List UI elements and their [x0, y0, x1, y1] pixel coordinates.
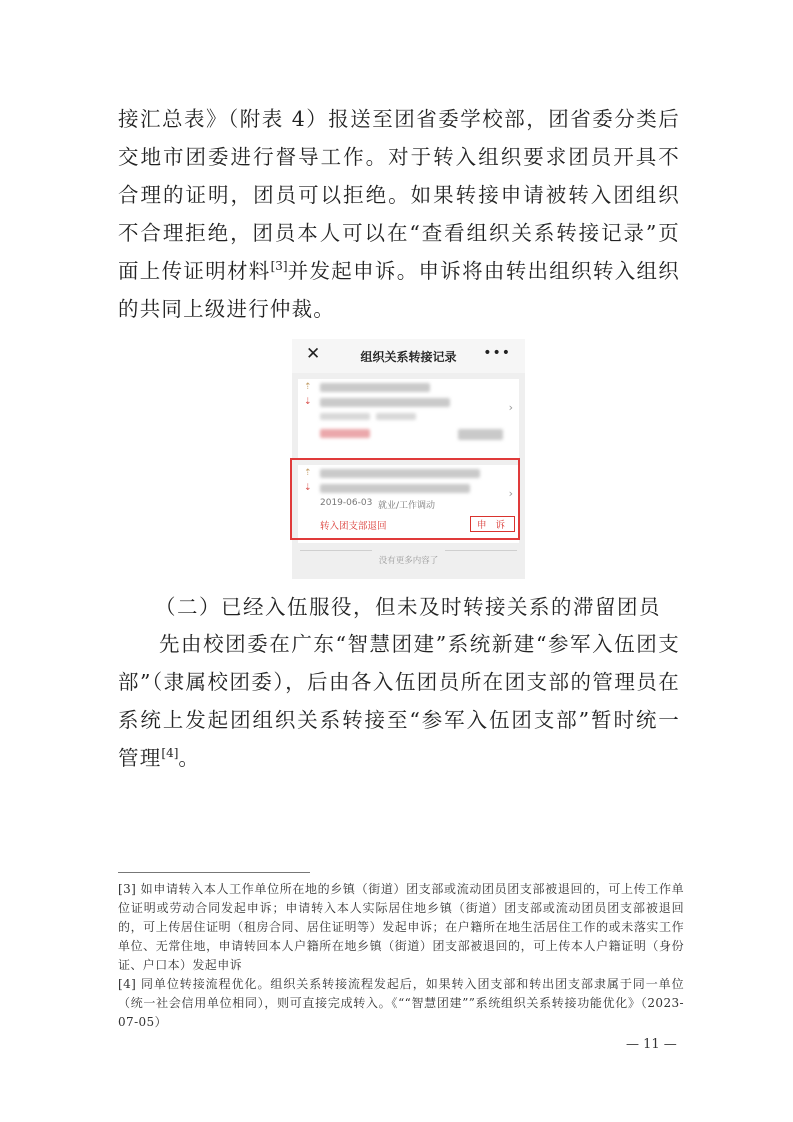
divider — [445, 550, 517, 551]
paragraph-text-tail: 。 — [178, 746, 201, 770]
footnote-divider — [118, 872, 310, 873]
paragraph-text: 先由校团委在广东“智慧团建”系统新建“参军入伍团支部”（隶属校团委），后由各入伍团员所在团支部的管理员在系统上发起团组织关系转接至“参军入伍团支部”暂时统一管理 — [118, 632, 680, 770]
paragraph-transfer-appeal — [118, 100, 680, 328]
chevron-right-icon: › — [508, 487, 513, 500]
transfer-record-card — [298, 379, 519, 459]
footnote-3 — [118, 880, 684, 975]
blurred-text — [320, 398, 450, 407]
chevron-right-icon: › — [508, 401, 513, 414]
record-status: 转入团支部退回 — [320, 521, 387, 532]
highlight-box — [290, 458, 520, 540]
record-type: 就业/工作调动 — [378, 501, 436, 511]
no-more-content: 没有更多内容了 — [378, 556, 439, 566]
footnotes — [118, 880, 684, 1032]
footnote-text: 同单位转接流程优化。组织关系转接流程发起后，如果转入团支部和转出团支部隶属于同一单位（统一社会信用单位相同），则可直接完成转入。《““智慧团建””系统组织关系转接功能优化》（2023-07-05） — [118, 977, 684, 1029]
app-title: 组织关系转接记录 — [360, 350, 457, 364]
paragraph-enlisted-members — [118, 625, 680, 777]
transfer-in-icon: ⇣ — [304, 397, 312, 407]
blurred-text — [320, 383, 430, 392]
app-title-bar — [292, 339, 525, 373]
page-number: — 11 — — [626, 1037, 677, 1052]
divider — [300, 550, 372, 551]
footnote-4 — [118, 975, 684, 1032]
footnote-ref-4[interactable]: [4] — [161, 746, 179, 761]
transfer-in-icon: ⇣ — [304, 483, 312, 493]
section-heading: （二）已经入伍服役，但未及时转接关系的滞留团员 — [155, 595, 661, 619]
blurred-status — [320, 429, 370, 438]
close-icon: ✕ — [306, 344, 321, 364]
more-icon: ••• — [483, 345, 511, 361]
paragraph-text: 接汇总表》（附表 4）报送至团省委学校部，团省委分类后交地市团委进行督导工作。对于转入组织要求团员开具不合理的证明，团员可以拒绝。如果转接申请被转入团组织不合理拒绝，团员本人可以在“查看组织关系转接记录”页面上传证明材料 — [118, 107, 680, 283]
footnote-text: 如申请转入本人工作单位所在地的乡镇（街道）团支部或流动团员团支部被退回的，可上传工作单位证明或劳动合同发起申诉；申请转入本人实际居住地乡镇（街道）团支部或流动团员团支部被退回的，可上传居住证明（租房合同、居住证明等）发起申诉；在户籍所在地生活居住工作的或未落实工作单位、无常住地，申请转回本人户籍所在地乡镇（街道）团支部被退回的，可上传本人户籍证明（身份证、户口本）发起申诉 — [118, 882, 684, 972]
record-date: 2019-06-03 — [320, 498, 373, 508]
footnote-ref-3[interactable]: [3] — [270, 259, 288, 274]
transfer-out-icon: ⇡ — [304, 382, 312, 392]
blurred-text — [320, 413, 370, 420]
footnote-number: [3] — [118, 882, 137, 896]
transfer-out-icon: ⇡ — [304, 468, 312, 478]
blurred-text — [376, 413, 416, 420]
blurred-button — [458, 429, 503, 440]
paragraph-text-tail: 并发起申诉。申诉将由转出组织转入组织的共同上级进行仲裁。 — [118, 259, 680, 321]
appeal-button[interactable]: 申 诉 — [470, 516, 515, 532]
footnote-number: [4] — [118, 977, 137, 991]
